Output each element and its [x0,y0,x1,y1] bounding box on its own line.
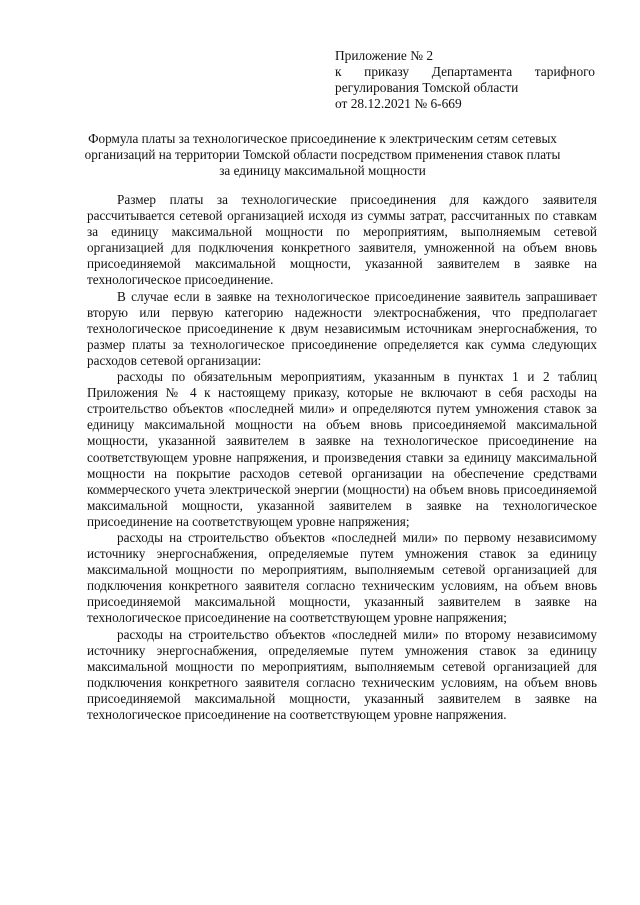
appendix-order-reference: к приказу Департамента тарифного [335,64,595,79]
appendix-department: регулирования Томской области [335,80,519,95]
document-body [87,192,597,723]
paragraph-first-source-expenses: расходы на строительство объектов «последней мили» по первому независимому источнику энергоснабжения, определяемые путем умножения ставок за единицу максимальной мощности по мероприятиям, выполняемым сетевой организацией для подключения конкретного заявителя согласно техническим условиям, на объем вновь присоединяемой максимальной мощности, указанный заявителем в заявке на технологическое присоединение на соответствующем уровне напряжения; [87,529,597,626]
appendix-date-number: от 28.12.2021 № 6-669 [335,96,462,111]
appendix-number: Приложение № 2 [335,48,434,63]
document-title: Формула платы за технологическое присоединение к электрическим сетям сетевых организаций на территории Томской области посредством применения ставок платы за единицу максимальной мощности [84,131,561,178]
appendix-header [335,48,595,112]
paragraph-second-source-expenses: расходы на строительство объектов «последней мили» по второму независимому источнику энергоснабжения, определяемые путем умножения ставок за единицу максимальной мощности по мероприятиям, выполняемым сетевой организацией для подключения конкретного заявителя согласно техническим условиям, на объем вновь присоединяемой максимальной мощности, указанный заявителем в заявке на технологическое присоединение на соответствующем уровне напряжения. [87,626,597,722]
paragraph-reliability-category: В случае если в заявке на технологическое присоединение заявитель запрашивает вторую или первую категорию надежности электроснабжения, что предполагает технологическое присоединение к двум независимым источникам энергоснабжения, то размер платы за технологическое присоединение определяется как сумма следующих расходов сетевой организации: [87,288,597,368]
paragraph-fee-calculation: Размер платы за технологические присоединения для каждого заявителя рассчитывается сетевой организацией исходя из суммы затрат, рассчитанных по ставкам за единицу максимальной мощности по мероприятиям, выполняемым сетевой организацией для подключения конкретного заявителя, умноженной на объем вновь присоединяемой максимальной мощности, указанной заявителем в заявке на технологическое присоединение. [87,192,597,288]
paragraph-mandatory-expenses: расходы по обязательным мероприятиям, указанным в пунктах 1 и 2 таблиц Приложения № 4 к настоящему приказу, которые не включают в себя расходы на строительство объектов «последней мили» и определяются путем умножения ставок за единицу максимальной мощности на объем вновь присоединяемой максимальной мощности, указанной заявителем в заявке на технологическое присоединение на соответствующем уровне напряжения, и произведения ставки за единицу максимальной мощности на покрытие расходов сетевой организации на обеспечение средствами коммерческого учета электрической энергии (мощности) на объем вновь присоединяемой максимальной мощности, указанной заявителем в заявке на технологическое присоединение на соответствующем уровне напряжения; [87,369,597,529]
